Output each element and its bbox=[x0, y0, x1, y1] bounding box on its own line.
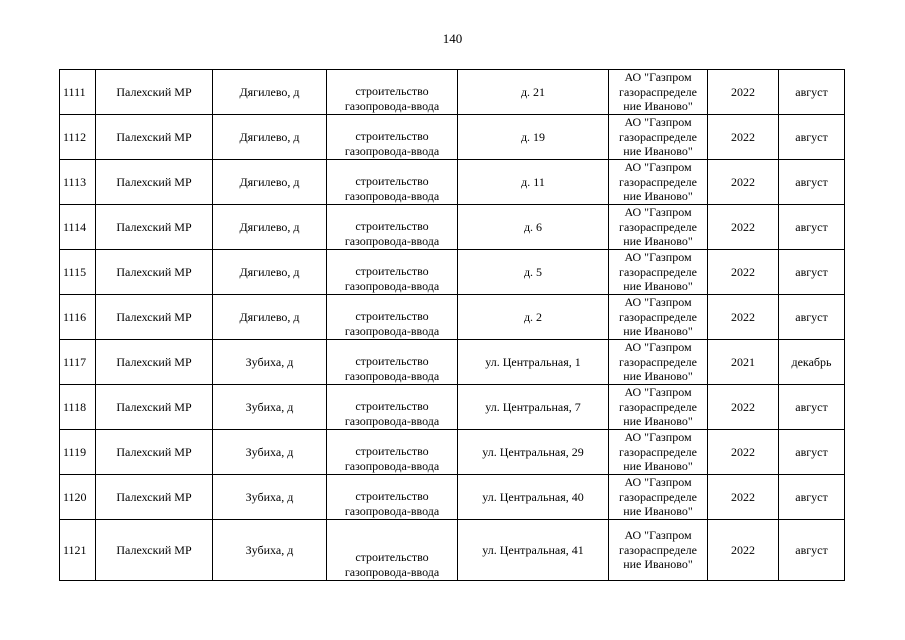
table-row bbox=[60, 475, 845, 520]
work-type-line1: строительство bbox=[355, 399, 429, 413]
district-cell: Палехский МР bbox=[96, 160, 213, 205]
organization-cell: АО "Газпром газораспределе ние Иваново" bbox=[609, 520, 708, 581]
work-type-cell bbox=[327, 475, 458, 520]
address-cell: ул. Центральная, 1 bbox=[458, 340, 609, 385]
district-cell: Палехский МР bbox=[96, 430, 213, 475]
district-cell: Палехский МР bbox=[96, 70, 213, 115]
work-type-line1: строительство bbox=[355, 174, 429, 188]
table-row bbox=[60, 430, 845, 475]
settlement-cell: Зубиха, д bbox=[213, 520, 327, 581]
work-type-cell bbox=[327, 250, 458, 295]
row-number: 1119 bbox=[60, 430, 96, 475]
address-cell: ул. Центральная, 40 bbox=[458, 475, 609, 520]
work-type-line2: газопровода-ввода bbox=[344, 189, 440, 203]
organization-cell: АО "Газпром газораспределе ние Иваново" bbox=[609, 115, 708, 160]
address-cell: ул. Центральная, 41 bbox=[458, 520, 609, 581]
table-row bbox=[60, 520, 845, 581]
address-cell: д. 6 bbox=[458, 205, 609, 250]
work-type-cell bbox=[327, 520, 458, 581]
table-row bbox=[60, 160, 845, 205]
year-cell: 2022 bbox=[708, 205, 779, 250]
work-type-line2: газопровода-ввода bbox=[344, 414, 440, 428]
work-type-cell bbox=[327, 160, 458, 205]
work-type-line2: газопровода-ввода bbox=[344, 99, 440, 113]
district-cell: Палехский МР bbox=[96, 205, 213, 250]
district-cell: Палехский МР bbox=[96, 340, 213, 385]
month-cell: август bbox=[779, 385, 845, 430]
settlement-cell: Дягилево, д bbox=[213, 295, 327, 340]
year-cell: 2022 bbox=[708, 520, 779, 581]
settlement-cell: Зубиха, д bbox=[213, 340, 327, 385]
address-cell: д. 21 bbox=[458, 70, 609, 115]
organization-cell: АО "Газпром газораспределе ние Иваново" bbox=[609, 385, 708, 430]
work-type-line2: газопровода-ввода bbox=[344, 144, 440, 158]
work-type-line2: газопровода-ввода bbox=[344, 459, 440, 473]
organization-cell: АО "Газпром газораспределе ние Иваново" bbox=[609, 70, 708, 115]
work-type-cell bbox=[327, 205, 458, 250]
month-cell: август bbox=[779, 115, 845, 160]
work-type-cell bbox=[327, 430, 458, 475]
month-cell: август bbox=[779, 295, 845, 340]
row-number: 1118 bbox=[60, 385, 96, 430]
work-type-line2: газопровода-ввода bbox=[344, 565, 440, 579]
district-cell: Палехский МР bbox=[96, 475, 213, 520]
month-cell: август bbox=[779, 430, 845, 475]
year-cell: 2021 bbox=[708, 340, 779, 385]
month-cell: август bbox=[779, 70, 845, 115]
year-cell: 2022 bbox=[708, 160, 779, 205]
work-type-line2: газопровода-ввода bbox=[344, 369, 440, 383]
work-type-line2: газопровода-ввода bbox=[344, 324, 440, 338]
organization-cell: АО "Газпром газораспределе ние Иваново" bbox=[609, 205, 708, 250]
table-row bbox=[60, 205, 845, 250]
year-cell: 2022 bbox=[708, 475, 779, 520]
organization-cell: АО "Газпром газораспределе ние Иваново" bbox=[609, 295, 708, 340]
work-type-cell bbox=[327, 340, 458, 385]
gas-pipeline-table bbox=[59, 69, 845, 581]
settlement-cell: Зубиха, д bbox=[213, 475, 327, 520]
row-number: 1114 bbox=[60, 205, 96, 250]
district-cell: Палехский МР bbox=[96, 295, 213, 340]
work-type-cell bbox=[327, 295, 458, 340]
organization-cell: АО "Газпром газораспределе ние Иваново" bbox=[609, 430, 708, 475]
settlement-cell: Дягилево, д bbox=[213, 160, 327, 205]
year-cell: 2022 bbox=[708, 70, 779, 115]
settlement-cell: Дягилево, д bbox=[213, 70, 327, 115]
address-cell: д. 19 bbox=[458, 115, 609, 160]
year-cell: 2022 bbox=[708, 115, 779, 160]
settlement-cell: Дягилево, д bbox=[213, 250, 327, 295]
organization-cell: АО "Газпром газораспределе ние Иваново" bbox=[609, 340, 708, 385]
work-type-line1: строительство bbox=[355, 264, 429, 278]
organization-cell: АО "Газпром газораспределе ние Иваново" bbox=[609, 250, 708, 295]
row-number: 1121 bbox=[60, 520, 96, 581]
row-number: 1117 bbox=[60, 340, 96, 385]
work-type-cell bbox=[327, 70, 458, 115]
settlement-cell: Дягилево, д bbox=[213, 205, 327, 250]
settlement-cell: Зубиха, д bbox=[213, 385, 327, 430]
month-cell: август bbox=[779, 475, 845, 520]
page-number: 140 bbox=[442, 31, 463, 46]
district-cell: Палехский МР bbox=[96, 115, 213, 160]
district-cell: Палехский МР bbox=[96, 250, 213, 295]
row-number: 1120 bbox=[60, 475, 96, 520]
row-number: 1111 bbox=[60, 70, 96, 115]
table-row bbox=[60, 115, 845, 160]
year-cell: 2022 bbox=[708, 385, 779, 430]
table-row bbox=[60, 70, 845, 115]
address-cell: ул. Центральная, 29 bbox=[458, 430, 609, 475]
work-type-line1: строительство bbox=[355, 550, 429, 564]
address-cell: ул. Центральная, 7 bbox=[458, 385, 609, 430]
address-cell: д. 11 bbox=[458, 160, 609, 205]
year-cell: 2022 bbox=[708, 430, 779, 475]
work-type-line2: газопровода-ввода bbox=[344, 279, 440, 293]
work-type-line1: строительство bbox=[355, 129, 429, 143]
address-cell: д. 2 bbox=[458, 295, 609, 340]
month-cell: декабрь bbox=[779, 340, 845, 385]
table-row bbox=[60, 295, 845, 340]
organization-cell: АО "Газпром газораспределе ние Иваново" bbox=[609, 160, 708, 205]
month-cell: август bbox=[779, 205, 845, 250]
month-cell: август bbox=[779, 160, 845, 205]
district-cell: Палехский МР bbox=[96, 385, 213, 430]
work-type-line1: строительство bbox=[355, 219, 429, 233]
year-cell: 2022 bbox=[708, 295, 779, 340]
work-type-line2: газопровода-ввода bbox=[344, 234, 440, 248]
work-type-line1: строительство bbox=[355, 309, 429, 323]
settlement-cell: Дягилево, д bbox=[213, 115, 327, 160]
work-type-line1: строительство bbox=[355, 354, 429, 368]
work-type-line1: строительство bbox=[355, 84, 429, 98]
row-number: 1115 bbox=[60, 250, 96, 295]
table-row bbox=[60, 385, 845, 430]
address-cell: д. 5 bbox=[458, 250, 609, 295]
settlement-cell: Зубиха, д bbox=[213, 430, 327, 475]
row-number: 1113 bbox=[60, 160, 96, 205]
work-type-line1: строительство bbox=[355, 444, 429, 458]
month-cell: август bbox=[779, 250, 845, 295]
work-type-cell bbox=[327, 385, 458, 430]
table-row bbox=[60, 340, 845, 385]
row-number: 1112 bbox=[60, 115, 96, 160]
district-cell: Палехский МР bbox=[96, 520, 213, 581]
year-cell: 2022 bbox=[708, 250, 779, 295]
month-cell: август bbox=[779, 520, 845, 581]
work-type-line2: газопровода-ввода bbox=[344, 504, 440, 518]
work-type-cell bbox=[327, 115, 458, 160]
row-number: 1116 bbox=[60, 295, 96, 340]
table-row bbox=[60, 250, 845, 295]
organization-cell: АО "Газпром газораспределе ние Иваново" bbox=[609, 475, 708, 520]
table-body bbox=[60, 70, 845, 581]
work-type-line1: строительство bbox=[355, 489, 429, 503]
